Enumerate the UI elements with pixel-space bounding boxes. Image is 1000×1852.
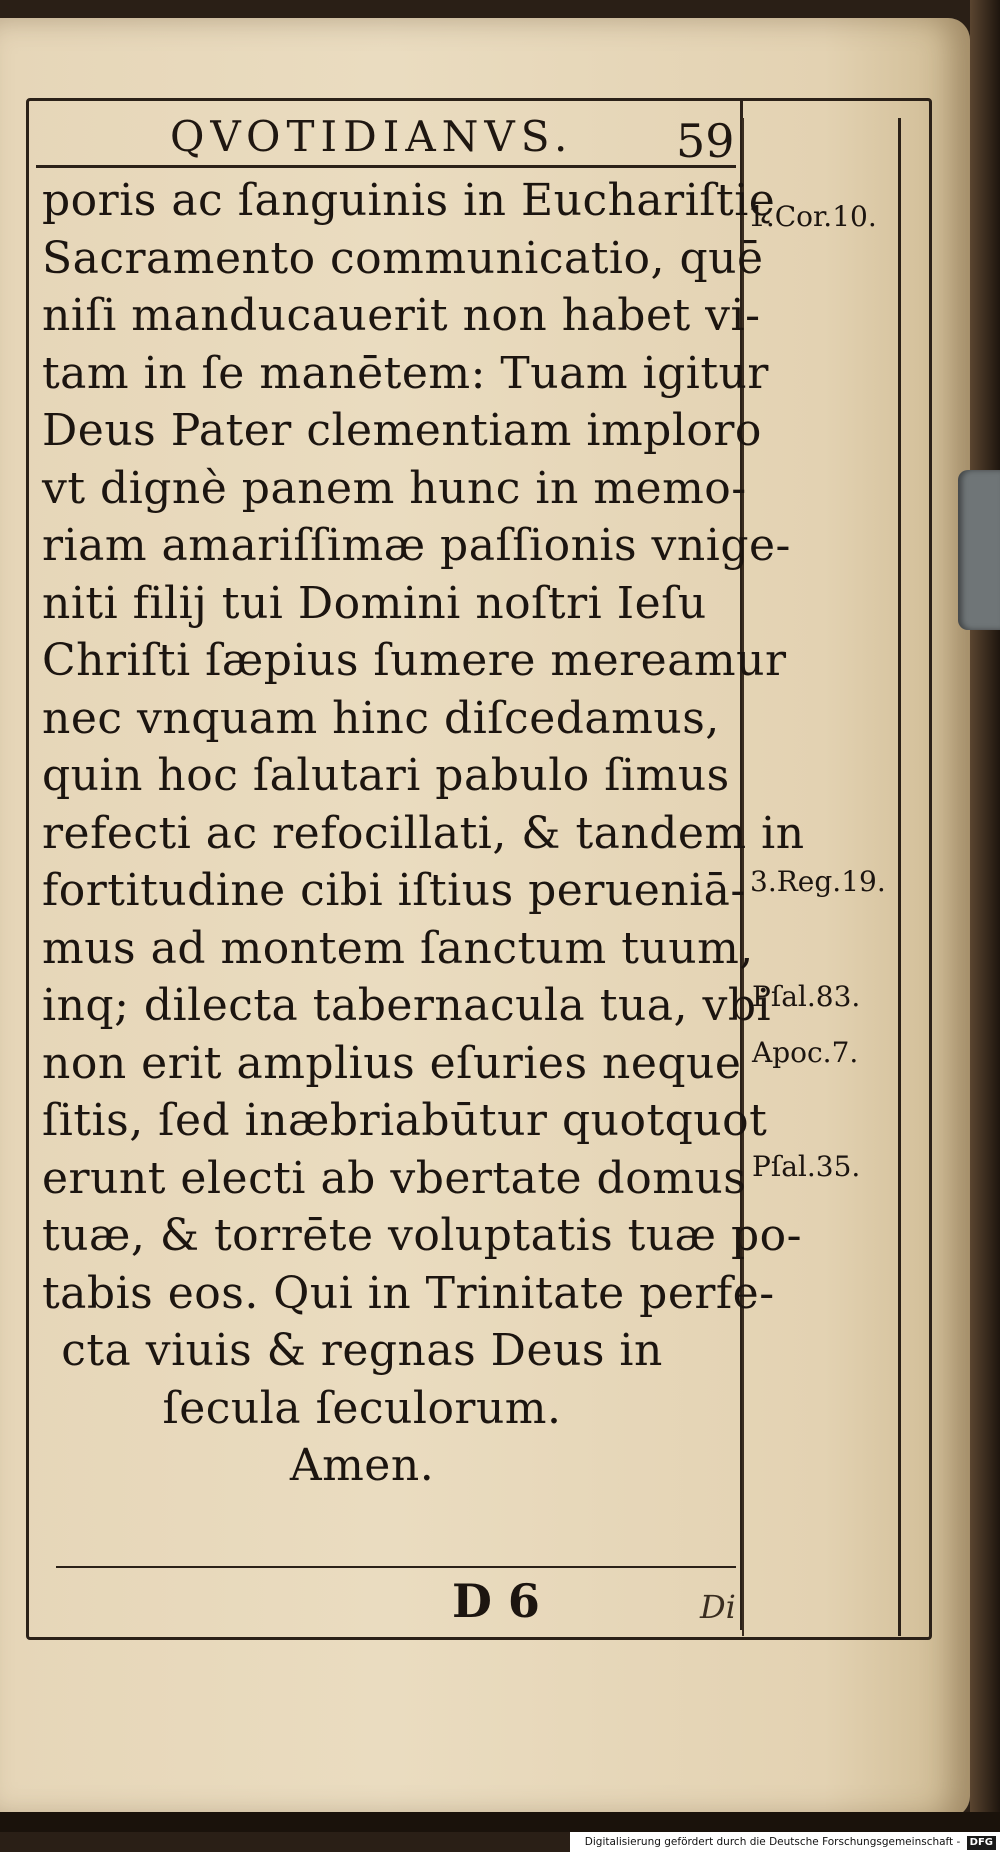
text-line: ſitis, ſed inæbriabūtur quotquot [42, 1095, 768, 1146]
book-edge [970, 0, 1000, 1852]
text-line-centered: ſecula ſeculorum. [162, 1382, 562, 1434]
text-line: refecti ac refocillati, & tandem in [42, 807, 805, 859]
margin-note: 3.Reg.19. [750, 865, 886, 898]
text-line: erunt electi ab vbertate domus [42, 1152, 747, 1204]
signature-mark: D 6 [452, 1574, 540, 1628]
text-line: niti filij tui Domini noſtri Ieſu [42, 577, 707, 629]
margin-note: Pſal.35. [752, 1150, 861, 1183]
running-title: QVOTIDIANVS. [170, 112, 574, 161]
margin-note: Apoc.7. [752, 1036, 859, 1069]
margin-note: Pſal.83. [752, 980, 861, 1013]
page-tab-marker [958, 470, 1000, 630]
footer-rule [56, 1566, 736, 1568]
credit-text: Digitalisierung gefördert durch die Deutsche Forschungsgemeinschaft - [584, 1836, 961, 1848]
text-line: tam in ſe manētem: Tuam igitur [42, 347, 769, 399]
body-text [42, 172, 805, 1495]
bottom-shadow [0, 1812, 1000, 1832]
text-line: poris ac ſanguinis in Euchariſtię [42, 175, 776, 226]
text-line-centered: Amen. [289, 1440, 435, 1491]
text-line: riam amariſſimæ paſſionis vnige- [42, 520, 791, 571]
text-line: non erit amplius eſuries neque [42, 1037, 742, 1089]
digitization-credit [570, 1832, 1000, 1852]
catchword: Di [700, 1588, 736, 1626]
text-line: Deus Pater clementiam imploro [42, 405, 762, 456]
dfg-logo: DFG [967, 1836, 996, 1850]
text-line: niſi manducauerit non habet vi- [42, 290, 761, 341]
text-line: vt dignè panem hunc in memo- [42, 462, 747, 514]
header-rule [36, 165, 736, 168]
text-line: Chriſti ſæpius ſumere mereamur [42, 635, 787, 686]
text-line: tabis eos. Qui in Trinitate perfe- [42, 1267, 775, 1319]
text-line-centered: cta viuis & regnas Deus in [61, 1325, 663, 1376]
text-line: fortitudine cibi iſtius perueniā- [42, 865, 746, 916]
text-line: tuæ, & torrēte voluptatis tuæ po- [42, 1210, 803, 1261]
text-line: nec vnquam hinc diſcedamus, [42, 692, 720, 744]
text-line: inq; dilecta tabernacula tua, vbi [42, 980, 772, 1031]
text-line: quin hoc ſalutari pabulo ſimus [42, 750, 730, 801]
page-number: 59 [676, 114, 735, 168]
text-line: Sacramento communicatio, quē [42, 232, 764, 284]
margin-note: 1.Cor.10. [748, 200, 877, 233]
text-line: mus ad montem ſanctum tuum, [42, 922, 754, 974]
